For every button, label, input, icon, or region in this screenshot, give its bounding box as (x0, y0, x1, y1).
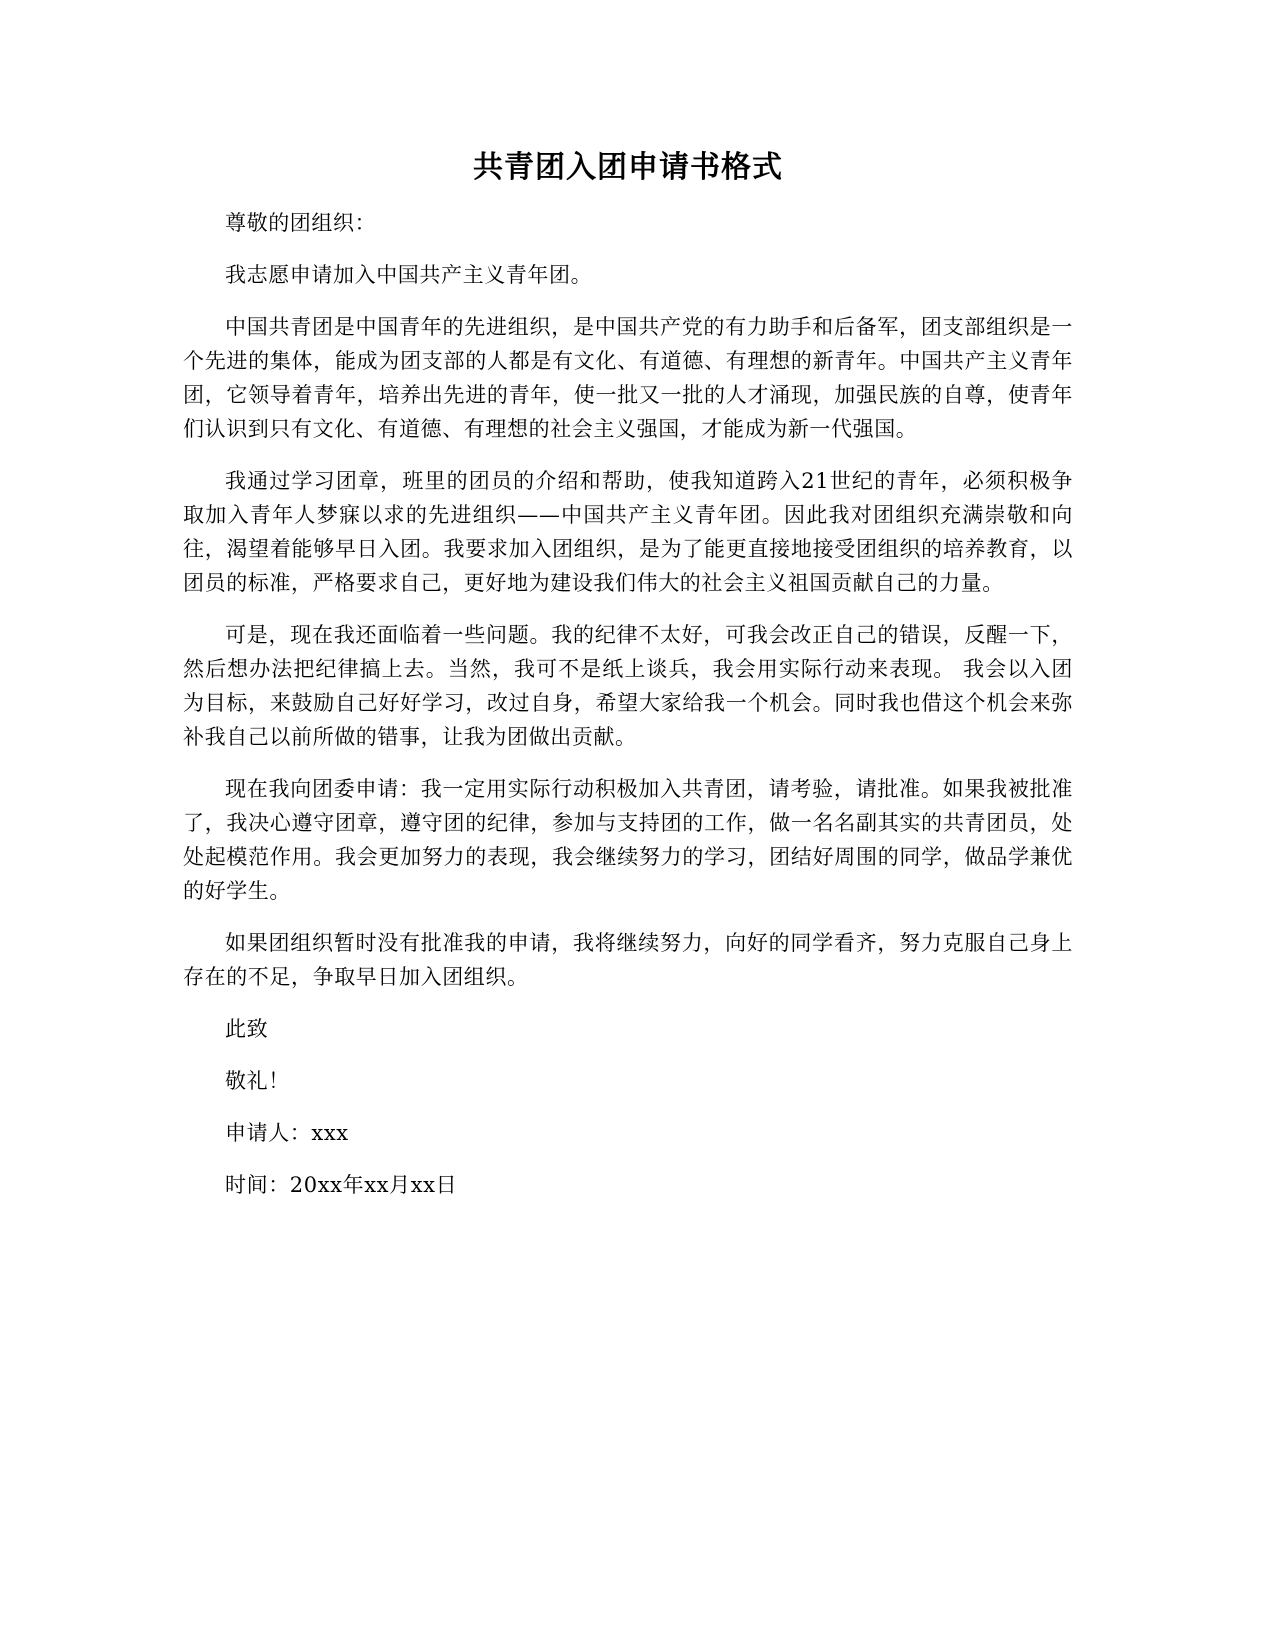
salutation: 尊敬的团组织： (225, 211, 377, 235)
document-page (183, 148, 1073, 1220)
closing-line-2: 敬礼！ (225, 1069, 290, 1093)
application-date: 时间：20xx年xx月xx日 (225, 1173, 458, 1197)
closing-line-1: 此致 (225, 1017, 269, 1041)
paragraph-application: 现在我向团委申请：我一定用实际行动积极加入共青团，请考验，请批准。如果我被批准了，我决心遵守团章，遵守团的纪律，参加与支持团的工作，做一名名副其实的共青团员，处处起模范作用。我会更加努力的表现，我会继续努力的学习，团结好周围的同学，做品学兼优的好学生。 (183, 777, 1073, 903)
paragraph-if-rejected: 如果团组织暂时没有批准我的申请，我将继续努力，向好的同学看齐，努力克服自己身上存在的不足，争取早日加入团组织。 (183, 931, 1073, 989)
paragraph-problems: 可是，现在我还面临着一些问题。我的纪律不太好，可我会改正自己的错误，反醒一下，然后想办法把纪律搞上去。当然，我可不是纸上谈兵，我会用实际行动来表现。 我会以入团为目标，来鼓励自己好好学习，改过自身，希望大家给我一个机会。同时我也借这个机会来弥补我自己以前所做的错事，让我为团做出贡献。 (183, 623, 1073, 749)
paragraph-intro: 我志愿申请加入中国共产主义青年团。 (225, 263, 593, 287)
document-title: 共青团入团申请书格式 (473, 150, 783, 185)
paragraph-youth-league: 中国共青团是中国青年的先进组织，是中国共产党的有力助手和后备军，团支部组织是一个先进的集体，能成为团支部的人都是有文化、有道德、有理想的新青年。中国共产主义青年团，它领导着青年，培养出先进的青年，使一批又一批的人才涌现，加强民族的自尊，使青年们认识到只有文化、有道德、有理想的社会主义强国，才能成为新一代强国。 (183, 315, 1073, 441)
applicant-signature: 申请人：xxx (225, 1121, 349, 1145)
paragraph-study: 我通过学习团章，班里的团员的介绍和帮助，使我知道跨入21世纪的青年，必须积极争取加入青年人梦寐以求的先进组织——中国共产主义青年团。因此我对团组织充满崇敬和向往，渴望着能够早日入团。我要求加入团组织，是为了能更直接地接受团组织的培养教育，以团员的标准，严格要求自己，更好地为建设我们伟大的社会主义祖国贡献自己的力量。 (183, 469, 1073, 595)
